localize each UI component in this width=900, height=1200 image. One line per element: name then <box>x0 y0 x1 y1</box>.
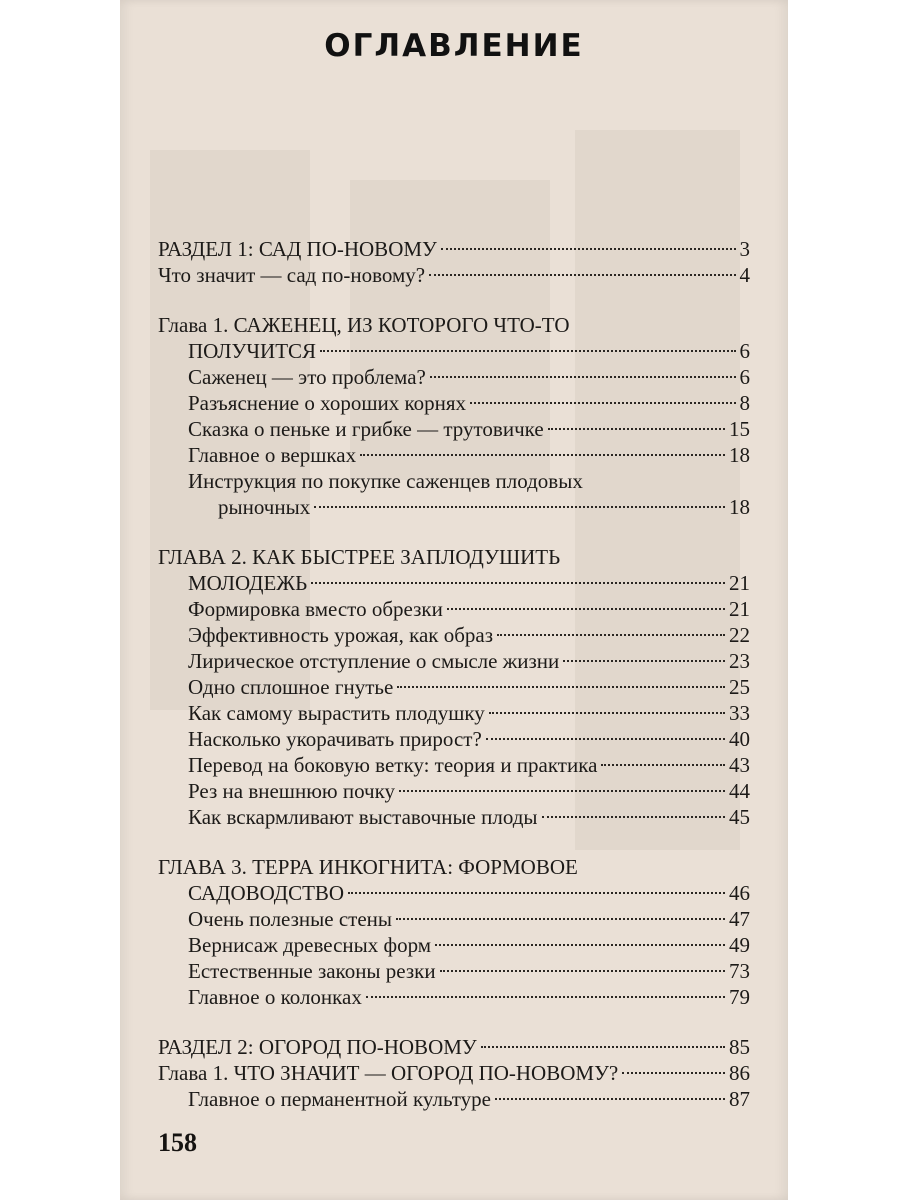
toc-entry-page: 23 <box>729 649 750 673</box>
toc-entry-title: Вернисаж древесных форм <box>188 933 432 957</box>
toc-subentry <box>158 778 750 804</box>
toc-subentry <box>158 364 750 390</box>
toc-entry-title: Главное о колонках <box>188 985 362 1009</box>
toc-subentry <box>158 804 750 830</box>
toc-subentry <box>158 700 750 726</box>
toc-entry-page: 4 <box>739 263 750 287</box>
toc-entry-title: Сказка о пеньке и грибке — трутовичке <box>188 417 544 441</box>
dot-leader <box>314 506 725 508</box>
dot-leader <box>429 274 735 276</box>
toc-entry-title: МОЛОДЕЖЬ <box>188 571 308 595</box>
dot-leader <box>435 944 725 946</box>
page-number: 158 <box>158 1128 197 1157</box>
toc-entry <box>158 262 750 288</box>
toc-entry-page: 21 <box>729 571 750 595</box>
toc-subentry <box>158 752 750 778</box>
dot-leader <box>447 608 725 610</box>
toc-entry <box>158 1060 750 1086</box>
dot-leader <box>548 428 725 430</box>
toc-entry-page: 85 <box>729 1035 750 1059</box>
toc-entry-title: Одно сплошное гнутье <box>188 675 394 699</box>
toc-entry-page: 6 <box>739 365 750 389</box>
toc-entry-title: Естественные законы резки <box>188 959 436 983</box>
dot-leader <box>481 1046 725 1048</box>
toc-subentry <box>158 596 750 622</box>
toc-entry-page: 6 <box>739 339 750 363</box>
toc-subentry <box>158 416 750 442</box>
toc-entry-title: Лирическое отступление о смысле жизни <box>188 649 560 673</box>
page-title: ОГЛАВЛЕНИЕ <box>324 28 584 64</box>
toc-entry-page: 15 <box>729 417 750 441</box>
dot-leader <box>542 816 725 818</box>
dot-leader <box>396 918 725 920</box>
toc-subentry <box>158 726 750 752</box>
dot-leader <box>489 712 725 714</box>
toc-entry-page: 33 <box>729 701 750 725</box>
toc-entry-page: 8 <box>739 391 750 415</box>
toc-entry-page: 87 <box>729 1087 750 1111</box>
toc-subentry-line-1: Инструкция по покупке саженцев плодовых <box>188 469 583 493</box>
toc-subentry <box>158 674 750 700</box>
toc-entry-title: Главное о перманентной культуре <box>188 1087 491 1111</box>
toc-subentry-line-2 <box>158 494 750 520</box>
toc-subentry <box>158 984 750 1010</box>
toc-subentry <box>158 442 750 468</box>
toc-subentry <box>158 622 750 648</box>
toc-entry-title: САДОВОДСТВО <box>188 881 345 905</box>
toc-entry-page: 73 <box>729 959 750 983</box>
dot-leader <box>430 376 736 378</box>
toc-entry-title: Глава 1. ЧТО ЗНАЧИТ — ОГОРОД ПО-НОВОМУ? <box>158 1061 619 1085</box>
dot-leader <box>311 582 725 584</box>
toc-entry-title: Как самому вырастить плодушку <box>188 701 485 725</box>
toc-entry-page: 47 <box>729 907 750 931</box>
dot-leader <box>601 764 725 766</box>
dot-leader <box>366 996 725 998</box>
toc-entry-page: 45 <box>729 805 750 829</box>
toc-entry-page: 49 <box>729 933 750 957</box>
toc-entry-title: Насколько укорачивать прирост? <box>188 727 482 751</box>
toc-entry-title: Формировка вместо обрезки <box>188 597 443 621</box>
toc-entry-title: Главное о вершках <box>188 443 357 467</box>
toc-entry-page: 86 <box>729 1061 750 1085</box>
toc-subentry <box>158 932 750 958</box>
dot-leader <box>399 790 725 792</box>
toc-chapter-2-line-2 <box>158 570 750 596</box>
book-page <box>120 0 788 1200</box>
toc-entry-title: ПОЛУЧИТСЯ <box>188 339 317 363</box>
toc-entry-section-2 <box>158 1034 750 1060</box>
toc-entry-title: Перевод на боковую ветку: теория и практика <box>188 753 598 777</box>
toc-entry-title: Что значит — сад по-новому? <box>158 263 426 287</box>
toc-subentry <box>158 906 750 932</box>
toc-chapter-3-line-1: ГЛАВА 3. ТЕРРА ИНКОГНИТА: ФОРМОВОЕ <box>158 855 578 879</box>
dot-leader <box>470 402 735 404</box>
dot-leader <box>495 1098 725 1100</box>
toc-entry-page: 40 <box>729 727 750 751</box>
toc-entry-title: Эффективность урожая, как образ <box>188 623 494 647</box>
toc-chapter-3-line-2 <box>158 880 750 906</box>
toc-subentry <box>158 648 750 674</box>
toc-entry-page: 43 <box>729 753 750 777</box>
toc-entry-title: Как вскармливают выставочные плоды <box>188 805 538 829</box>
dot-leader <box>486 738 725 740</box>
toc-entry-title: Рез на внешнюю почку <box>188 779 396 803</box>
toc-entry-page: 44 <box>729 779 750 803</box>
dot-leader <box>320 350 735 352</box>
toc-entry-title: РАЗДЕЛ 2: ОГОРОД ПО-НОВОМУ <box>158 1035 477 1059</box>
toc-entry-title: Саженец — это проблема? <box>188 365 426 389</box>
dot-leader <box>497 634 725 636</box>
dot-leader <box>360 454 725 456</box>
toc-subentry <box>158 958 750 984</box>
toc-chapter-2-line-1: ГЛАВА 2. КАК БЫСТРЕЕ ЗАПЛОДУШИТЬ <box>158 545 561 569</box>
toc-chapter-1-line-2 <box>158 338 750 364</box>
toc-entry-page: 3 <box>739 237 750 261</box>
toc-chapter-1-line-1: Глава 1. САЖЕНЕЦ, ИЗ КОТОРОГО ЧТО-ТО <box>158 313 570 337</box>
toc-entry-page: 18 <box>729 495 750 519</box>
dot-leader <box>397 686 725 688</box>
dot-leader <box>348 892 725 894</box>
table-of-contents <box>158 236 750 1112</box>
toc-entry-page: 22 <box>729 623 750 647</box>
dot-leader <box>440 970 725 972</box>
toc-subentry <box>158 1086 750 1112</box>
toc-entry-page: 21 <box>729 597 750 621</box>
toc-entry-title: Разъяснение о хороших корнях <box>188 391 467 415</box>
toc-entry-page: 79 <box>729 985 750 1009</box>
toc-subentry <box>158 390 750 416</box>
toc-entry-title: рыночных <box>218 495 311 519</box>
toc-entry-page: 18 <box>729 443 750 467</box>
toc-entry-page: 25 <box>729 675 750 699</box>
toc-entry-page: 46 <box>729 881 750 905</box>
toc-entry-title: Очень полезные стены <box>188 907 393 931</box>
dot-leader <box>622 1072 725 1074</box>
toc-entry-title: РАЗДЕЛ 1: САД ПО-НОВОМУ <box>158 237 437 261</box>
dot-leader <box>563 660 725 662</box>
toc-entry-section-1 <box>158 236 750 262</box>
dot-leader <box>441 248 736 250</box>
